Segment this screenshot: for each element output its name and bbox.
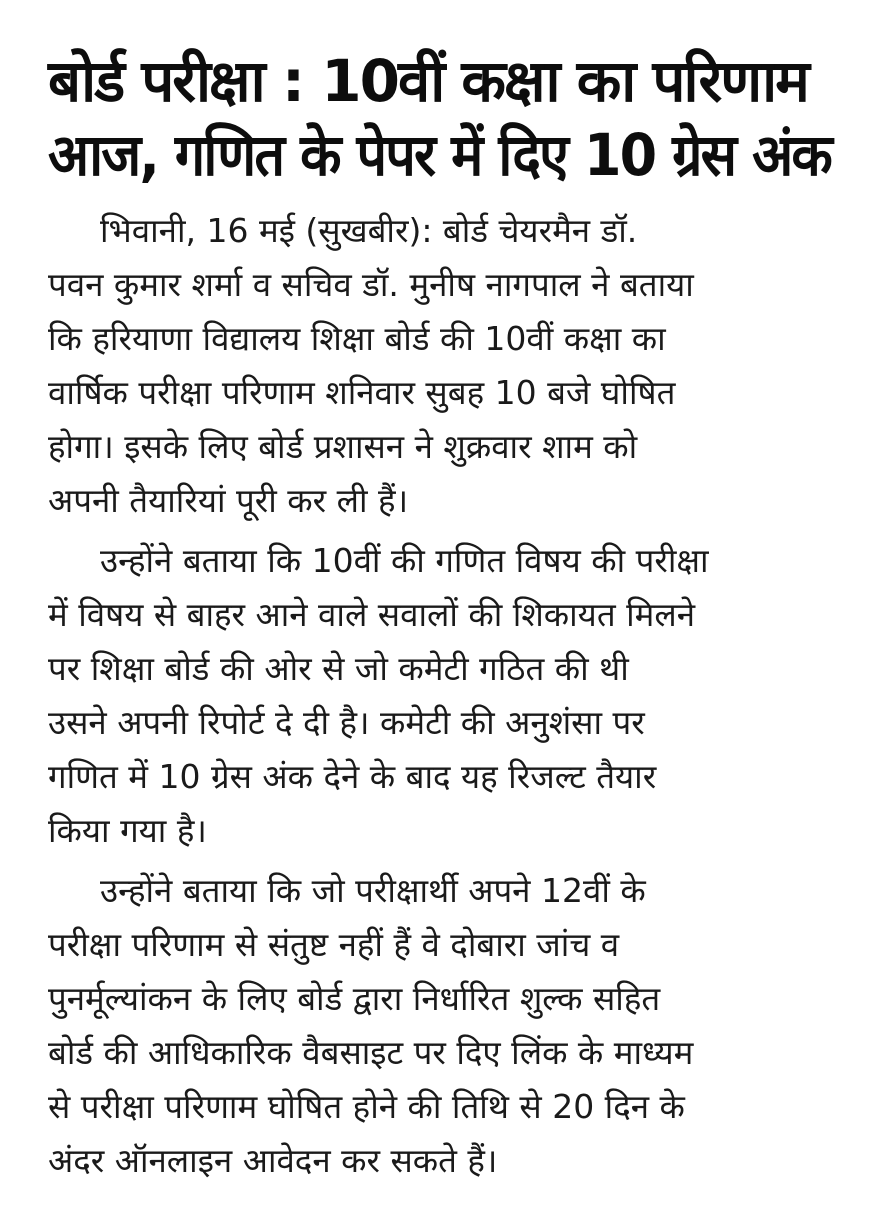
headline-line: बोर्ड परीक्षा : 10वीं कक्षा का परिणाम: [48, 47, 808, 115]
text-line: पुनर्मूल्यांकन के लिए बोर्ड द्वारा निर्धारित शुल्क सहित: [48, 979, 661, 1018]
article-body: [48, 204, 831, 1188]
text-line: में विषय से बाहर आने वाले सवालों की शिकायत मिलने: [48, 595, 696, 634]
text-line: पर शिक्षा बोर्ड की ओर से जो कमेटी गठित की थी: [48, 649, 629, 688]
paragraph-2: [48, 534, 831, 858]
text-line: परीक्षा परिणाम से संतुष्ट नहीं हैं वे दोबारा जांच व: [48, 925, 620, 964]
text-line: वार्षिक परीक्षा परिणाम शनिवार सुबह 10 बजे घोषित: [48, 373, 676, 412]
text-line: किया गया है।: [48, 811, 207, 850]
dateline-line: भिवानी, 16 मई (सुखबीर): बोर्ड चेयरमैन डॉ.: [100, 211, 638, 250]
text-line: होगा। इसके लिए बोर्ड प्रशासन ने शुक्रवार शाम को: [48, 427, 638, 466]
text-line: से परीक्षा परिणाम घोषित होने की तिथि से 20 दिन के: [48, 1087, 685, 1126]
headline-line: आज, गणित के पेपर में दिए 10 ग्रेस अंक: [48, 121, 831, 189]
text-line: उसने अपनी रिपोर्ट दे दी है। कमेटी की अनुशंसा पर: [48, 703, 645, 742]
paragraph-1: [48, 204, 831, 528]
text-line: गणित में 10 ग्रेस अंक देने के बाद यह रिजल्ट तैयार: [48, 757, 657, 796]
text-line: अपनी तैयारियां पूरी कर ली हैं।: [48, 481, 409, 520]
text-line: उन्होंने बताया कि 10वीं की गणित विषय की परीक्षा: [100, 541, 709, 580]
text-line: पवन कुमार शर्मा व सचिव डॉ. मुनीष नागपाल ने बताया: [48, 265, 694, 304]
text-line: अंदर ऑनलाइन आवेदन कर सकते हैं।: [48, 1141, 498, 1180]
text-line: उन्होंने बताया कि जो परीक्षार्थी अपने 12वीं के: [100, 871, 646, 910]
headline: [48, 44, 831, 192]
text-line: बोर्ड की आधिकारिक वैबसाइट पर दिए लिंक के माध्यम: [48, 1033, 694, 1072]
paragraph-3: [48, 864, 831, 1188]
text-line: कि हरियाणा विद्यालय शिक्षा बोर्ड की 10वीं कक्षा का: [48, 319, 666, 358]
